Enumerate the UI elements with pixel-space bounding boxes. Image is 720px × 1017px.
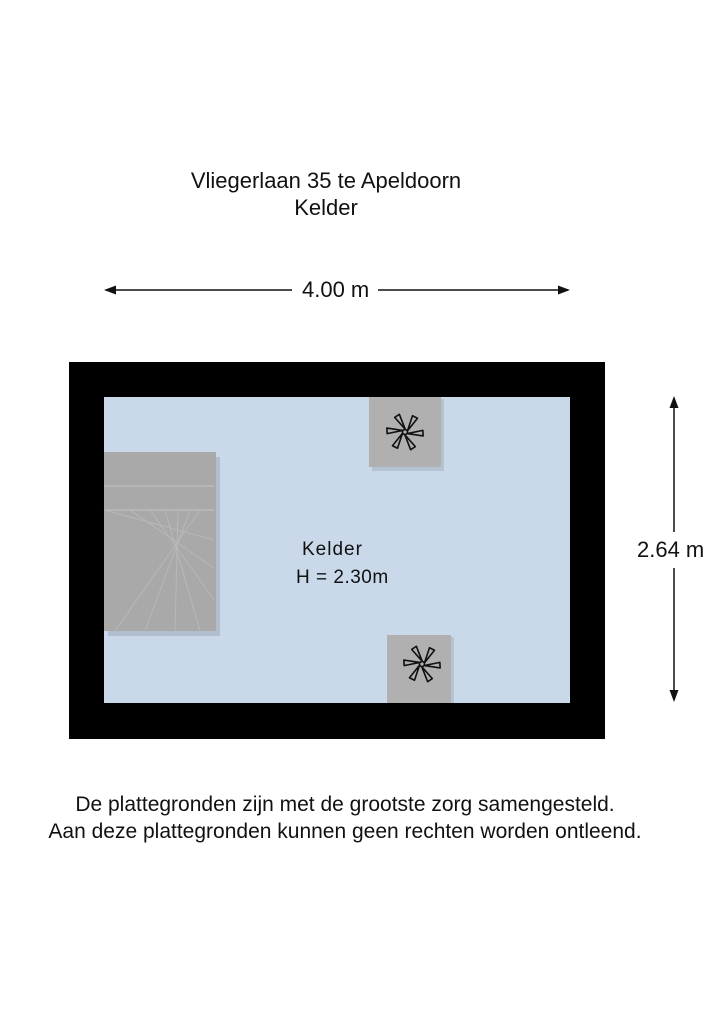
arrow-left-icon	[104, 286, 116, 295]
disclaimer-line-2: Aan deze plattegronden kunnen geen rechten worden ontleend.	[48, 820, 642, 843]
room-name-label: Kelder	[302, 539, 363, 560]
plan-address-title: Vliegerlaan 35 te Apeldoorn	[190, 168, 462, 193]
vent-shaft-bottom	[387, 635, 454, 705]
width-dimension-label: 4.00 m	[302, 277, 370, 302]
vent-shaft-top	[369, 397, 444, 471]
arrow-up-icon	[670, 396, 679, 408]
disclaimer-line-1: De plattegronden zijn met de grootste zorg samengesteld.	[75, 793, 615, 816]
arrow-down-icon	[670, 690, 679, 702]
stairs-icon	[104, 452, 220, 636]
arrow-right-icon	[558, 286, 570, 295]
height-dimension-label: 2.64 m	[637, 537, 705, 562]
room-height-label: H = 2.30m	[296, 567, 389, 588]
plan-floor-title: Kelder	[294, 195, 358, 220]
